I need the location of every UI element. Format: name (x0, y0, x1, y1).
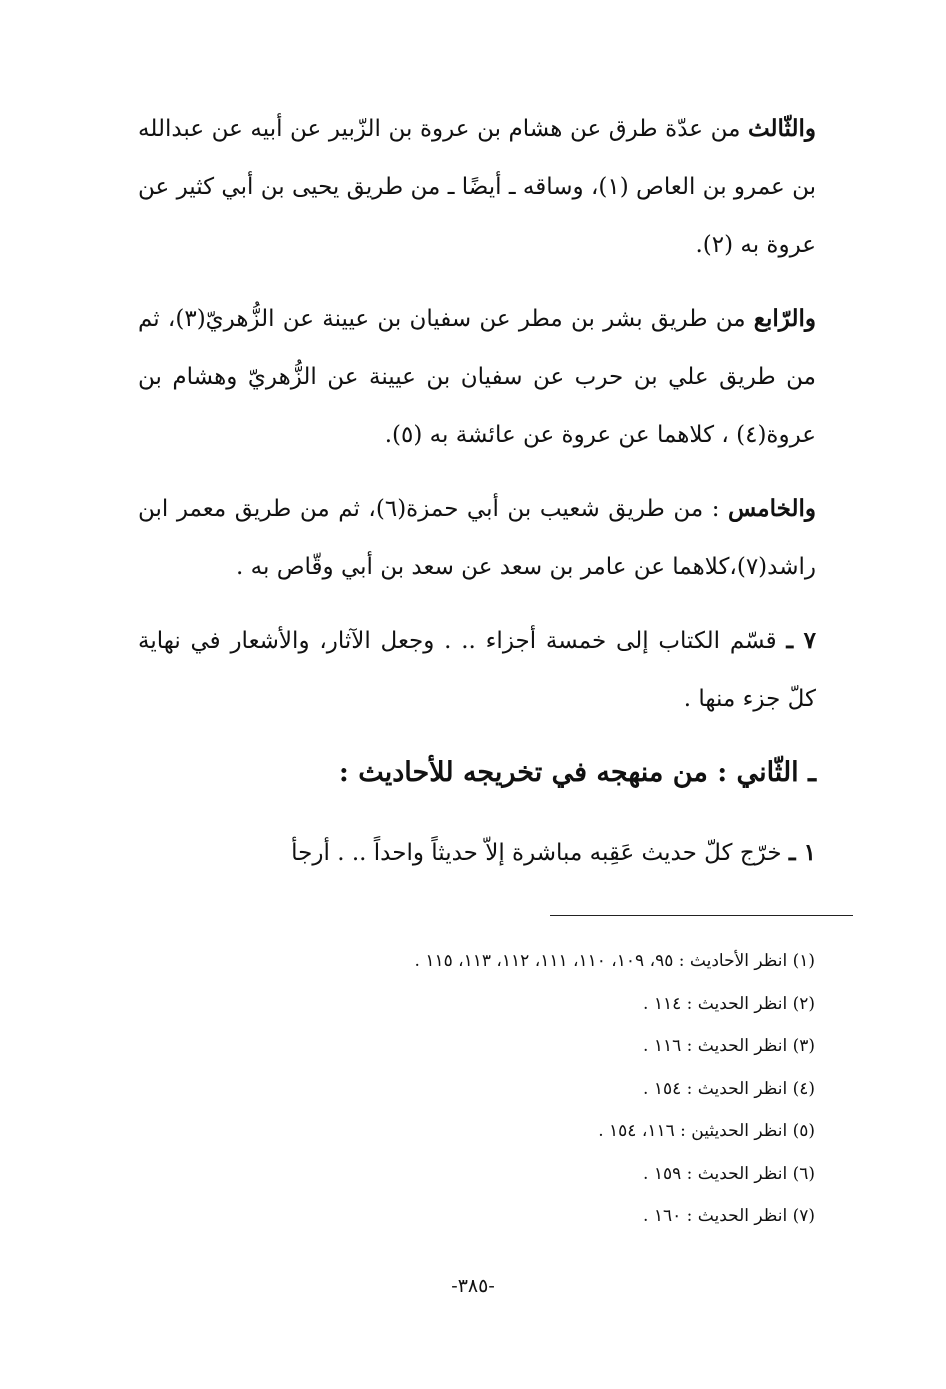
paragraph-item-7 (138, 612, 816, 728)
footnote-4: (٤) انظر الحديث : ١٥٤ . (643, 1078, 815, 1099)
footnotes (200, 940, 815, 1238)
paragraph-item-1 (138, 824, 816, 882)
paragraph-lead: والخامس (727, 495, 816, 522)
footnote-7: (٧) انظر الحديث : ١٦٠ . (643, 1206, 815, 1226)
main-text (138, 100, 816, 898)
footnote-6: (٦) انظر الحديث : ١٥٩ . (643, 1163, 815, 1184)
footnote-divider (550, 915, 853, 916)
paragraph-body: : من طريق شعيب بن أبي حمزة(٦)، ثم من طريق معمر ابن راشد(٧)،كلاهما عن عامر بن سعد عن سعد بن أبي وقّاص به . (138, 496, 816, 580)
page-number: -٣٨٥- (451, 1275, 495, 1297)
footnote-2: (٢) انظر الحديث : ١١٤ . (643, 993, 815, 1014)
footnote-5: (٥) انظر الحديثين : ١١٦، ١٥٤ . (598, 1121, 815, 1141)
paragraph-fifth-path (138, 480, 816, 596)
paragraph-third-path (138, 100, 816, 274)
footnote-1: (١) انظر الأحاديث : ٩٥، ١٠٩، ١١٠، ١١١، ١١٢، ١١٣، ١١٥ . (414, 951, 815, 971)
paragraph-lead: والثّالث (747, 115, 816, 142)
section-heading: ـ الثّاني : من منهجه في تخريجه للأحاديث : (338, 757, 816, 788)
paragraph-fourth-path (138, 290, 816, 464)
paragraph-lead: ٧ ـ (786, 627, 816, 654)
paragraph-body: من طريق بشر بن مطر عن سفيان بن عيينة عن الزُّهريّ(٣)، ثم من طريق علي بن حرب عن سفيان بن عيينة عن الزُّهريّ وهشام بن عروة(٤) ، كلاهما عن عروة عن عائشة به (٥). (138, 306, 816, 448)
paragraph-lead: والرّابع (753, 305, 816, 332)
footnote-3: (٣) انظر الحديث : ١١٦ . (643, 1036, 815, 1056)
paragraph-body: من عدّة طرق عن هشام بن عروة بن الزّبير عن أبيه عن عبدالله بن عمرو بن العاص (١)، وساقه ـ أيضًا ـ من طريق يحيى بن أبي كثير عن عروة به (٢). (138, 116, 816, 258)
paragraph-body: خرّج كلّ حديث عَقِبه مباشرة إلاّ حديثاً واحداً .. . أرجأ (291, 840, 789, 866)
paragraph-lead: ١ ـ (788, 839, 816, 866)
paragraph-body: قسّم الكتاب إلى خمسة أجزاء .. . وجعل الآثار، والأشعار في نهاية كلّ جزء منها . (138, 628, 816, 712)
